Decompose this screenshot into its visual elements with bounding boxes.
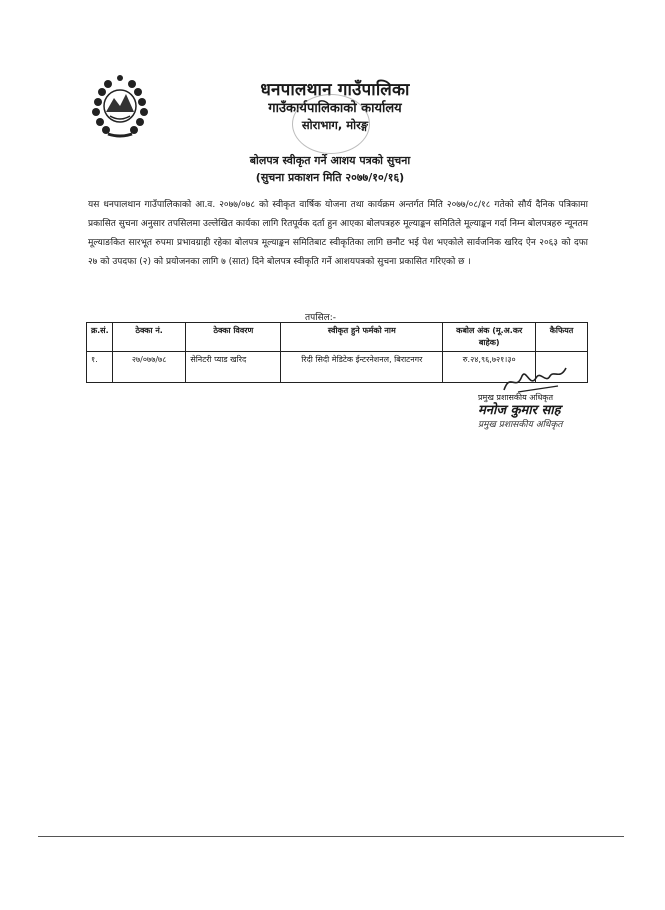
- office-location: सोराभाग, मोरङ्ग: [301, 118, 369, 132]
- header-remarks: कैफियत: [536, 323, 588, 352]
- government-emblem-icon: [88, 72, 152, 140]
- footer-divider: [38, 836, 624, 837]
- header-serial: क्र.सं.: [87, 323, 113, 352]
- header-contract-no: ठेक्का नं.: [112, 323, 185, 352]
- signatory-block: [478, 392, 628, 431]
- office-seal-stamp: [292, 94, 370, 154]
- header-contract-desc: ठेक्का विवरण: [186, 323, 281, 352]
- table-header-row: [87, 323, 588, 352]
- signatory-title: प्रमुख प्रशासकीय अधिकृत: [478, 393, 554, 402]
- office-name: गाउँकार्यपालिकाको कार्यालय: [268, 101, 402, 116]
- cell-contract-desc: सेनिटरी प्याड खरिद: [186, 352, 281, 383]
- cell-serial: १.: [87, 352, 113, 383]
- table-caption: तपसिल:-: [305, 313, 337, 323]
- cell-bid-amount: रु.२४,९६,७२१।३०: [443, 352, 536, 383]
- notice-title: बोलपत्र स्वीकृत गर्ने आशय पत्रको सुचना: [249, 154, 411, 167]
- notice-body: यस धनपालथान गाउँपालिकाको आ.व. २०७७/०७८ को स्वीकृत वार्षिक योजना तथा कार्यक्रम अन्तर्गत मिति २०७७/०८/१८ गतेको सौर्य दैनिक पत्रिकामा प्रकासित सुचना अनुसार तपसिलमा उल्लेखित कार्यका लागि रितपूर्वक दर्ता हुन आएका बोलपत्रहरु मूल्याङ्कन समितिले मूल्याङ्कन गर्दा निम्न बोलपत्रहरु न्यूनतम मूल्याङकित सारभूत रुपमा प्रभावग्राही रहेका बोलपत्र मूल्याङ्कन समितिबाट स्वीकृतिका लागि छनौट भई पेश भएकोले सार्वजनिक खरिद ऐन २०६३ को दफा २७ को उपदफा (२) को प्रयोजनका लागि ७ (सात) दिने बोलपत्र स्वीकृति गर्ने आशयपत्रको सुचना प्रकासित गरिएको छ ।: [88, 200, 588, 267]
- signatory-name: मनोज कुमार साह: [478, 403, 561, 418]
- notice-date: (सुचना प्रकाशन मिति २०७७/१०/१६): [255, 171, 405, 184]
- header-firm-name: स्वीकृत हुने फर्मको नाम: [281, 323, 443, 352]
- header-bid-amount: कबोल अंक (मू.अ.कर बाहेक): [443, 323, 536, 352]
- municipality-name: धनपालथान गाउँपालिका: [260, 80, 410, 100]
- signatory-designation: प्रमुख प्रशासकीय अधिकृत: [478, 420, 563, 430]
- notice-subject: [160, 152, 500, 186]
- cell-firm-name: रिदी सिदी मेडिटेक ईन्टरनेशनल, बिराटनगर: [281, 352, 443, 383]
- cell-contract-no: २७/०७७/७८: [112, 352, 185, 383]
